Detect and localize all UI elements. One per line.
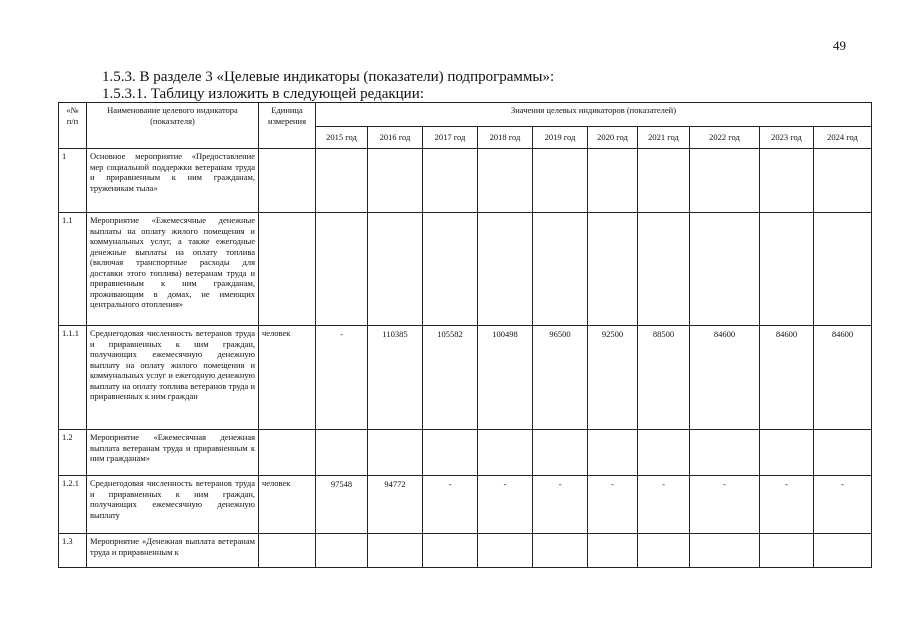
value-cell: 84600 (690, 326, 760, 430)
indicator-name: Среднегодовая численность ветеранов труда и приравненных к ним граждан, получающих ежемесячную денежную выплату на оплату жилого помещения и коммунальных услуг и ежегодную денежную выплату на оплату топлива ветеранов труда и приравненных к ним граждан (87, 326, 259, 430)
indicators-table (58, 102, 872, 568)
value-cell (690, 213, 760, 326)
value-cell: 110385 (368, 326, 423, 430)
header-name: Наименование целевого индикатора (показателя) (87, 103, 259, 149)
value-cell: 88500 (638, 326, 690, 430)
value-cell (478, 430, 533, 476)
value-cell (690, 534, 760, 568)
value-cell: - (690, 476, 760, 534)
table-row (59, 430, 872, 476)
header-year: 2016 год (368, 127, 423, 149)
value-cell: 100498 (478, 326, 533, 430)
value-cell: 84600 (760, 326, 814, 430)
value-cell: 96500 (533, 326, 588, 430)
value-cell (533, 430, 588, 476)
value-cell (760, 149, 814, 213)
value-cell: - (478, 476, 533, 534)
value-cell (316, 213, 368, 326)
value-cell (368, 430, 423, 476)
value-cell: - (760, 476, 814, 534)
value-cell: - (588, 476, 638, 534)
value-cell (760, 213, 814, 326)
value-cell (533, 149, 588, 213)
indicator-name: Мероприятие «Ежемесячные денежные выплаты на оплату жилого помещения и коммунальных услуг, а также ежегодные денежные выплаты на оплату топлива (включая транспортные расходы для доставки этого топлива) ветеранам труда и приравненным к ним гражданам, проживающим в домах, не имеющих центрального отопления» (87, 213, 259, 326)
subsection-heading: 1.5.3.1. Таблицу изложить в следующей редакции: (102, 86, 424, 102)
row-number: 1.2.1 (59, 476, 87, 534)
header-year: 2022 год (690, 127, 760, 149)
unit-cell: человек (259, 476, 316, 534)
header-year: 2020 год (588, 127, 638, 149)
unit-cell (259, 213, 316, 326)
value-cell (423, 430, 478, 476)
value-cell (316, 149, 368, 213)
value-cell (760, 534, 814, 568)
value-cell: 84600 (814, 326, 872, 430)
table-row (59, 534, 872, 568)
header-year: 2015 год (316, 127, 368, 149)
value-cell (690, 149, 760, 213)
table-row (59, 149, 872, 213)
value-cell (478, 213, 533, 326)
value-cell (814, 534, 872, 568)
header-year: 2023 год (760, 127, 814, 149)
value-cell: 94772 (368, 476, 423, 534)
table-row (59, 326, 872, 430)
value-cell (368, 149, 423, 213)
value-cell (533, 534, 588, 568)
value-cell: - (533, 476, 588, 534)
value-cell (814, 213, 872, 326)
row-number: 1.2 (59, 430, 87, 476)
header-year: 2019 год (533, 127, 588, 149)
value-cell (423, 149, 478, 213)
value-cell (588, 213, 638, 326)
unit-cell (259, 534, 316, 568)
value-cell (638, 534, 690, 568)
indicator-name: Среднегодовая численность ветеранов труда и приравненных к ним граждан, получающих ежемесячную денежную выплату (87, 476, 259, 534)
value-cell: - (638, 476, 690, 534)
value-cell: 105582 (423, 326, 478, 430)
row-number: 1 (59, 149, 87, 213)
header-year: 2017 год (423, 127, 478, 149)
header-year: 2018 год (478, 127, 533, 149)
value-cell (638, 149, 690, 213)
page-number: 49 (833, 38, 846, 53)
row-number: 1.3 (59, 534, 87, 568)
value-cell (423, 213, 478, 326)
value-cell (423, 534, 478, 568)
value-cell (368, 213, 423, 326)
header-year: 2021 год (638, 127, 690, 149)
value-cell (478, 149, 533, 213)
unit-cell (259, 149, 316, 213)
header-num: «№ п/п (59, 103, 87, 149)
value-cell (638, 213, 690, 326)
value-cell (638, 430, 690, 476)
table-row (59, 213, 872, 326)
table-row (59, 476, 872, 534)
value-cell (588, 430, 638, 476)
row-number: 1.1.1 (59, 326, 87, 430)
value-cell (814, 430, 872, 476)
header-year: 2024 год (814, 127, 872, 149)
value-cell: - (316, 326, 368, 430)
indicator-name: Мероприятие «Ежемесячная денежная выплата ветеранам труда и приравненным к ним гражданам» (87, 430, 259, 476)
row-number: 1.1 (59, 213, 87, 326)
value-cell (690, 430, 760, 476)
unit-cell (259, 430, 316, 476)
value-cell: - (814, 476, 872, 534)
value-cell (368, 534, 423, 568)
unit-cell: человек (259, 326, 316, 430)
value-cell (316, 430, 368, 476)
indicator-name: Основное мероприятие «Предоставление мер социальной поддержки ветеранам труда и приравненным к ним гражданам, труженикам тыла» (87, 149, 259, 213)
value-cell: 97548 (316, 476, 368, 534)
value-cell (588, 149, 638, 213)
value-cell: - (423, 476, 478, 534)
header-unit: Единица измерения (259, 103, 316, 149)
value-cell (814, 149, 872, 213)
value-cell: 92500 (588, 326, 638, 430)
value-cell (588, 534, 638, 568)
section-heading: 1.5.3. В разделе 3 «Целевые индикаторы (показатели) подпрограммы»: (102, 69, 555, 85)
header-values-title: Значения целевых индикаторов (показателей) (316, 103, 872, 127)
indicator-name: Мероприятие «Денежная выплата ветеранам труда и приравненным к (87, 534, 259, 568)
value-cell (316, 534, 368, 568)
value-cell (760, 430, 814, 476)
value-cell (478, 534, 533, 568)
value-cell (533, 213, 588, 326)
